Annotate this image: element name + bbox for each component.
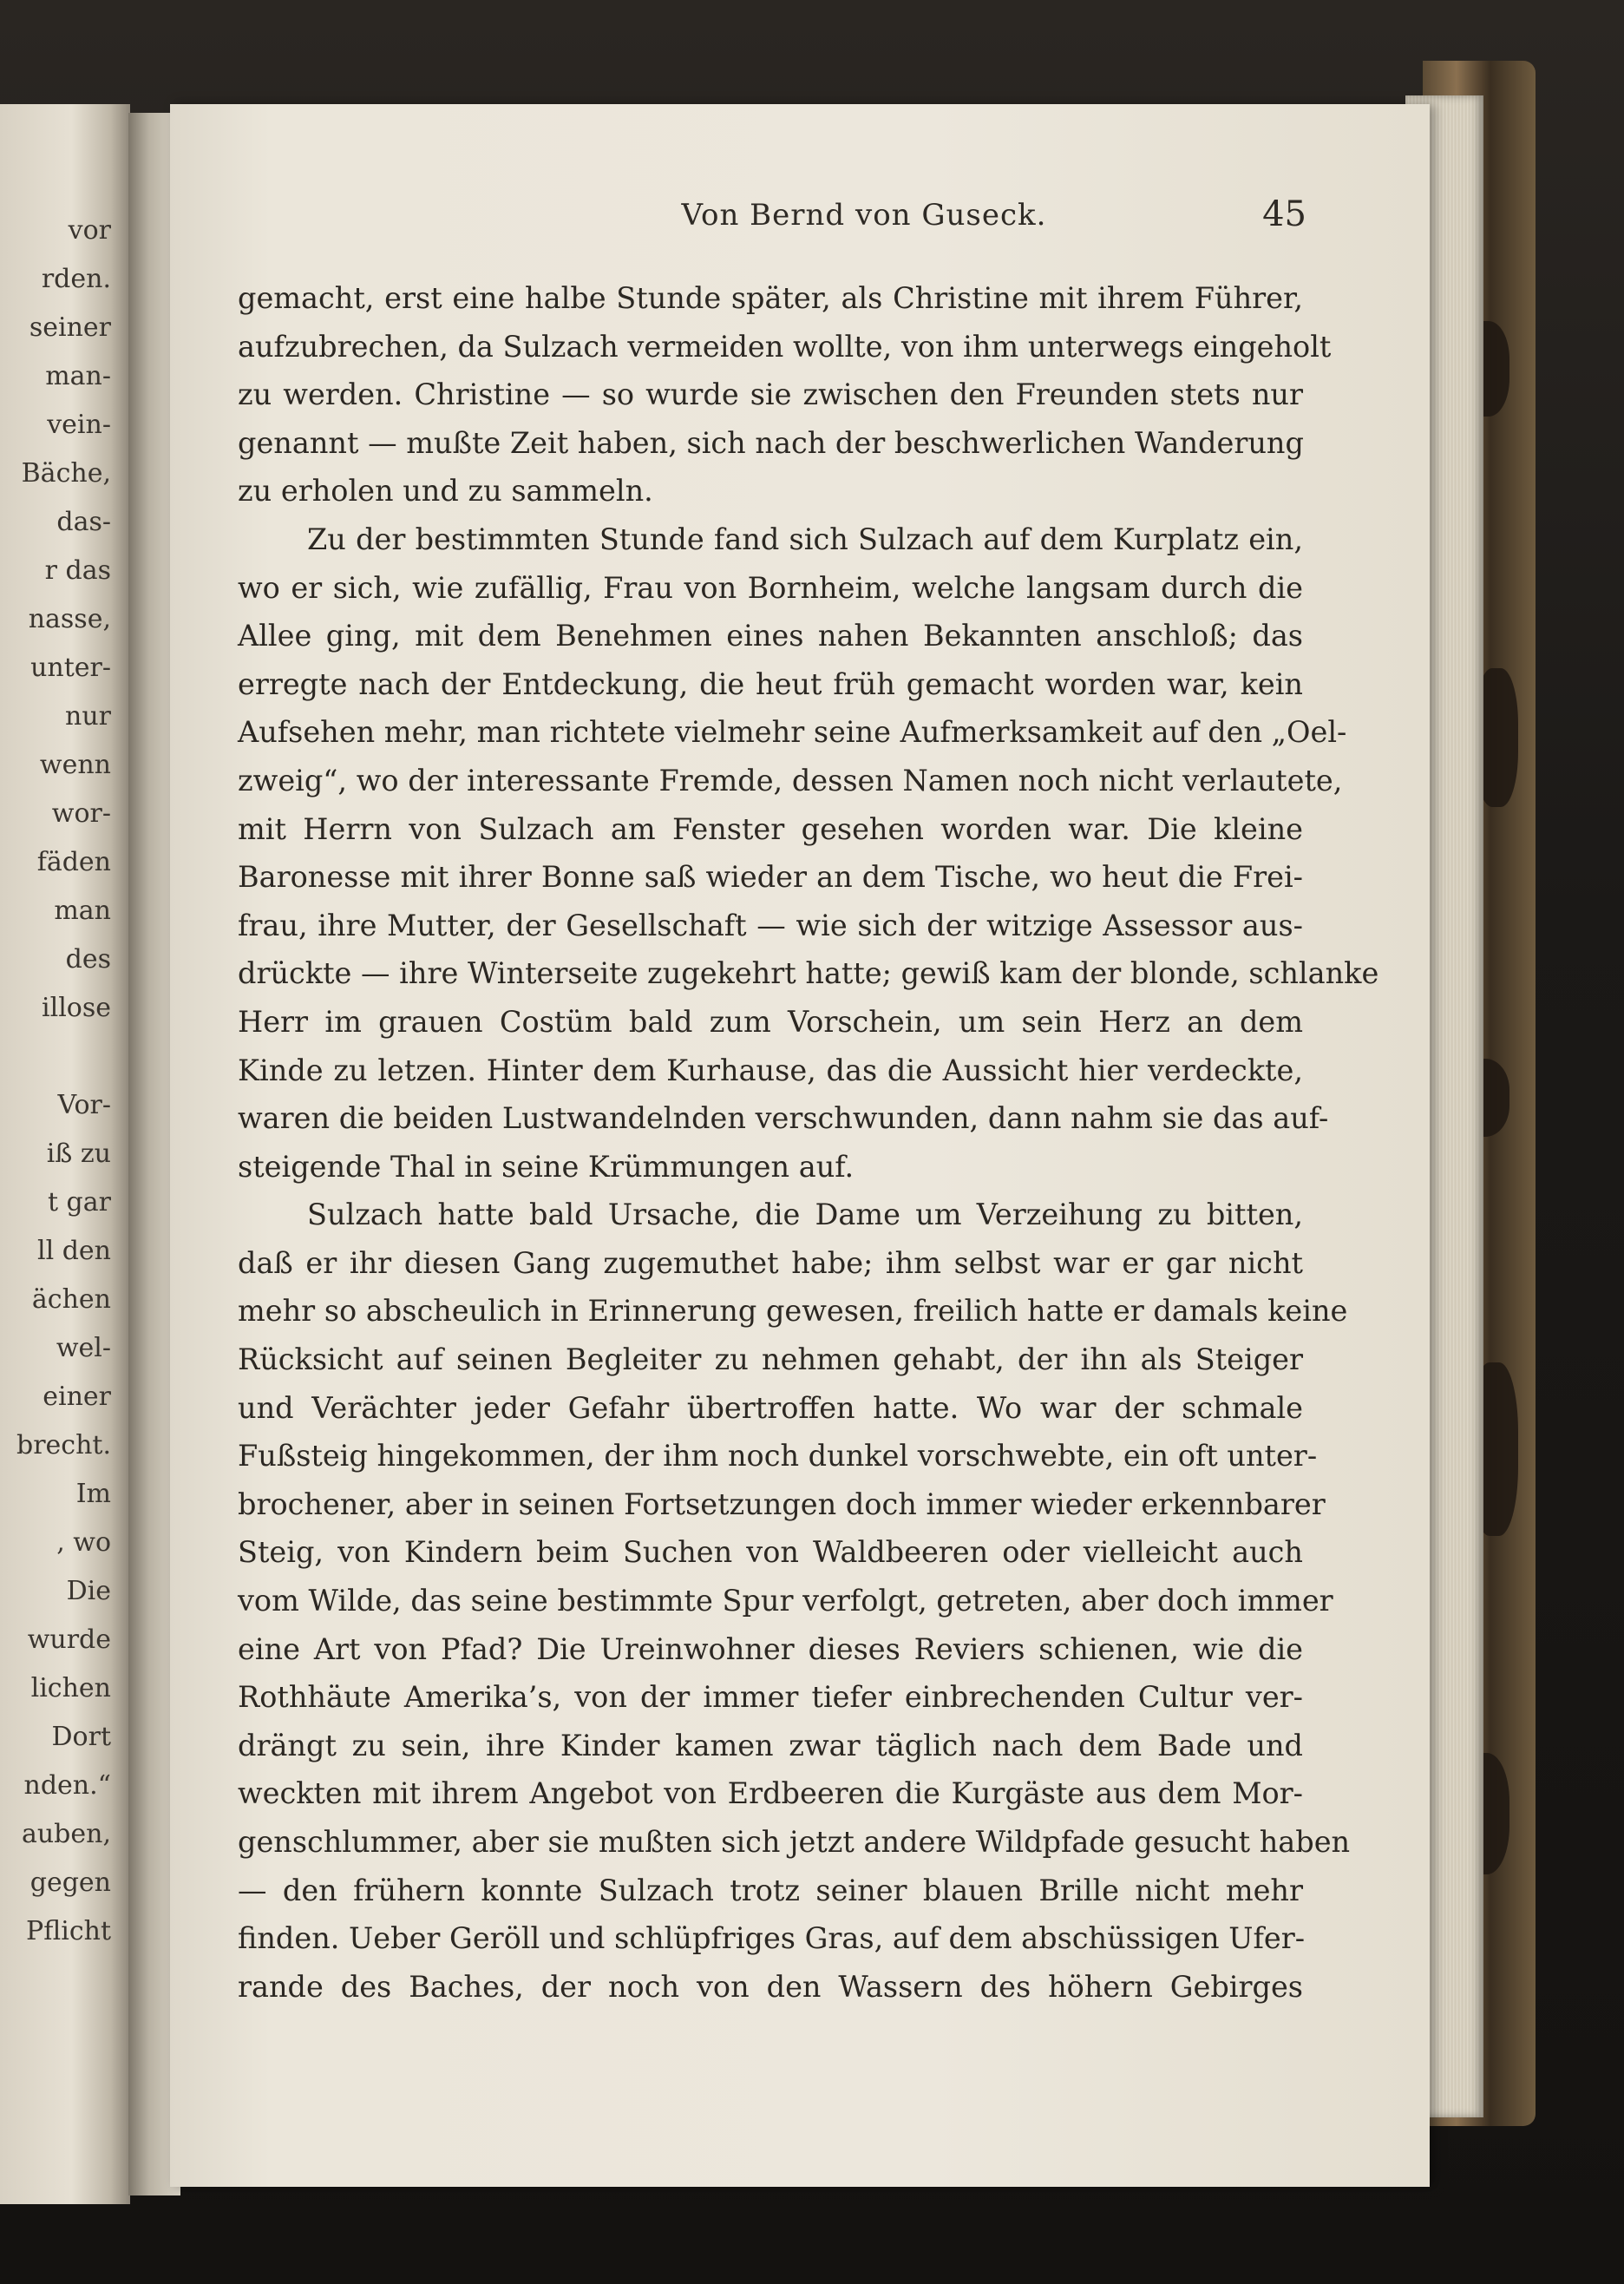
left-page-fragment: vein- [47, 410, 111, 440]
text-line: erregte nach der Entdeckung, die heut früh gemacht worden war, kein [238, 666, 1303, 701]
left-page-fragment: rden. [41, 264, 111, 294]
text-line: Baronesse mit ihrer Bonne saß wieder an dem Tische, wo heut die Frei- [238, 860, 1303, 895]
left-page-fragment: lichen [30, 1673, 111, 1703]
left-page [0, 104, 130, 2204]
text-line: Herr im grauen Costüm bald zum Vorschein, um sein Herz an dem [238, 1004, 1303, 1039]
left-page-fragment: man [54, 896, 111, 926]
text-line: waren die beiden Lustwandelnden verschwunden, dann nahm sie das auf- [238, 1101, 1329, 1136]
text-line: finden. Ueber Geröll und schlüpfriges Gras, auf dem abschüssigen Ufer- [238, 1921, 1306, 1956]
left-page-fragment: wel- [56, 1333, 111, 1363]
left-page-fragment: nden.“ [23, 1770, 111, 1801]
text-line: — den frühern konnte Sulzach trotz seiner blauen Brille nicht mehr [238, 1873, 1303, 1907]
text-line: vom Wilde, das seine bestimmte Spur verfolgt, getreten, aber doch immer [238, 1584, 1333, 1618]
left-page-fragment: , wo [56, 1527, 111, 1558]
left-page-fragment: seiner [29, 312, 111, 343]
left-page-fragment: Dort [51, 1722, 111, 1752]
left-page-fragment: nasse, [28, 604, 111, 634]
left-page-fragment: Vor- [57, 1090, 111, 1120]
left-page-fragment: unter- [30, 653, 111, 683]
text-line: genschlummer, aber sie mußten sich jetzt andere Wildpfade gesucht haben [238, 1825, 1351, 1859]
text-line: wo er sich, wie zufällig, Frau von Bornheim, welche langsam durch die [238, 570, 1303, 605]
text-line: drückte — ihre Winterseite zugekehrt hatte; gewiß kam der blonde, schlanke [238, 956, 1379, 991]
text-line: frau, ihre Mutter, der Gesellschaft — wie sich der witzige Assessor aus- [238, 908, 1303, 942]
text-line: brochener, aber in seinen Fortsetzungen doch immer wieder erkennbarer [238, 1487, 1326, 1521]
left-page-fragment: illose [42, 993, 111, 1023]
left-page-fragment: ll den [36, 1236, 111, 1266]
text-line: Rothhäute Amerika’s, von der immer tiefer einbrechenden Cultur ver- [238, 1680, 1303, 1715]
left-page-fragment: Im [75, 1479, 111, 1509]
left-page-fragment: ächen [31, 1284, 111, 1315]
text-line: eine Art von Pfad? Die Ureinwohner dieses Reviers schienen, wie die [238, 1631, 1303, 1666]
text-line: rande des Baches, der noch von den Wassern des höhern Gebirges [238, 1969, 1303, 2004]
text-line: drängt zu sein, ihre Kinder kamen zwar täglich nach dem Bade und [238, 1728, 1303, 1762]
left-page-fragment: vor [68, 215, 111, 246]
text-line: zweig“, wo der interessante Fremde, dessen Namen noch nicht verlautete, [238, 763, 1343, 797]
left-page-fragment: r das [44, 555, 111, 586]
left-page-fragment: man- [45, 361, 111, 391]
text-line: steigende Thal in seine Krümmungen auf. [238, 1149, 855, 1184]
left-page-fragment: brecht. [16, 1430, 111, 1460]
text-line: zu erholen und zu sammeln. [238, 474, 653, 509]
text-line: gemacht, erst eine halbe Stunde später, als Christine mit ihrem Führer, [238, 281, 1303, 315]
left-page-fragment: iß zu [46, 1139, 111, 1169]
text-line: zu werden. Christine — so wurde sie zwischen den Freunden stets nur [238, 377, 1303, 412]
left-page-fragment: nur [65, 701, 111, 732]
left-page-fragment: des [65, 944, 111, 975]
left-page-fragment: wurde [27, 1624, 111, 1655]
text-line: weckten mit ihrem Angebot von Erdbeeren die Kurgäste aus dem Mor- [238, 1776, 1303, 1811]
left-page-fragment: das- [56, 507, 111, 537]
text-line: Aufsehen mehr, man richtete vielmehr seine Aufmerksamkeit auf den „Oel- [238, 715, 1347, 750]
left-page-fragment: gegen [29, 1867, 111, 1898]
text-line: Allee ging, mit dem Benehmen eines nahen Bekannten anschloß; das [238, 619, 1303, 653]
text-line: und Verächter jeder Gefahr übertroffen hatte. Wo war der schmale [238, 1390, 1303, 1425]
left-page-fragment: Pflicht [26, 1916, 111, 1946]
text-line: Steig, von Kindern beim Suchen von Waldbeeren oder vielleicht auch [238, 1535, 1303, 1570]
text-line: Sulzach hatte bald Ursache, die Dame um Verzeihung zu bitten, [307, 1198, 1303, 1232]
page-number: 45 [1262, 194, 1306, 234]
left-page-fragment: Die [66, 1576, 111, 1606]
left-page-fragment: wenn [39, 750, 111, 780]
text-line: Rücksicht auf seinen Begleiter zu nehmen gehabt, der ihn als Steiger [238, 1342, 1303, 1377]
left-page-fragment: auben, [21, 1819, 111, 1849]
left-page-fragment: t gar [47, 1187, 111, 1217]
right-page [170, 104, 1430, 2187]
left-page-fragment: fäden [36, 847, 111, 877]
left-page-fragment: Bäche, [21, 458, 111, 489]
text-line: daß er ihr diesen Gang zugemuthet habe; ihm selbst war er gar nicht [238, 1245, 1303, 1280]
text-line: Kinde zu letzen. Hinter dem Kurhause, das die Aussicht hier verdeckte, [238, 1053, 1303, 1087]
text-line: mit Herrn von Sulzach am Fenster gesehen worden war. Die kleine [238, 811, 1303, 846]
left-page-fragment: wor- [51, 798, 111, 829]
running-head: Von Bernd von Guseck. [681, 198, 1047, 233]
text-line: Fußsteig hingekommen, der ihm noch dunkel vorschwebte, ein oft unter- [238, 1439, 1318, 1473]
left-page-fragment: einer [43, 1382, 111, 1412]
body-text [238, 274, 1379, 2011]
text-line: Zu der bestimmten Stunde fand sich Sulzach auf dem Kurplatz ein, [307, 522, 1303, 556]
text-line: aufzubrechen, da Sulzach vermeiden wollte, von ihm unterwegs eingeholt [238, 329, 1332, 364]
text-line: genannt — mußte Zeit haben, sich nach der beschwerlichen Wanderung [238, 425, 1304, 460]
text-line: mehr so abscheulich in Erinnerung gewesen, freilich hatte er damals keine [238, 1294, 1348, 1329]
